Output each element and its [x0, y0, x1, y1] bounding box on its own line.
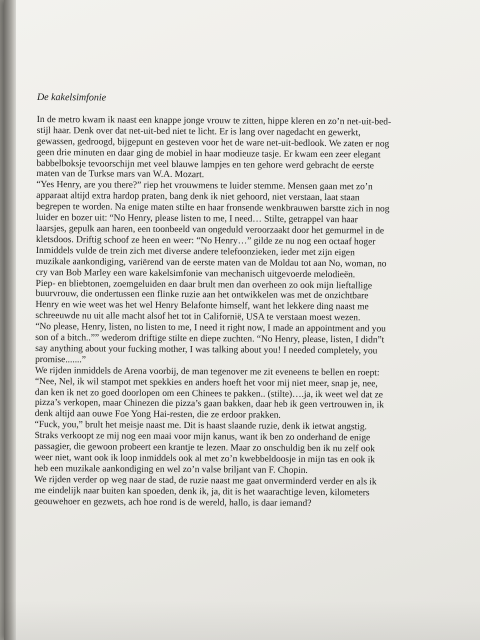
paragraph	[36, 115, 468, 183]
text-line: laarsjes, gepulk aan haren, een toonbeeld van ongeduld veroorzaakt door het gemurmel in de	[36, 223, 385, 237]
text-line: schreeuwde nu uit alle macht alsof het tot in Californië, USA te verstaan moest wezen.	[35, 311, 361, 324]
text-line: weer niet, want ook ik loop inmiddels ook al met zo’n kwebbeldoosje in mijn tas en ook ik	[34, 452, 376, 466]
text-line: cry van Bob Marley een ware kakelsimfonie van mechanisch uitgevoerde melodieën.	[35, 267, 356, 280]
text-line: begrepen te worden. Na enige maten stilte en haar fronsende wenkbrauwen barstte zich in nog	[36, 202, 390, 215]
text-line: luider en bozer uit: “No Henry, please listen to me, I need… Stilte, getrappel van haar	[36, 213, 358, 226]
text-line: dan ken ik net zo goed doorlopen om een Chinees te pakken.. (stilte)….ja, ik weet wel dat ze	[34, 387, 384, 400]
text-line: “Yes Henry, are you there?” riep het vrouwmens te luider stemme. Mensen gaan met zo’n	[36, 180, 373, 193]
text-line: In de metro kwam ik naast een knappe jonge vrouw te zitten, hippe kleren en zo’n net-uit-bed-	[36, 114, 392, 128]
text-line: me eindelijk naar buiten kan spoeden, denk ik, ja, dit is het waarachtige leven, kilometers	[34, 485, 370, 499]
paper-sheet	[4, 0, 480, 640]
text-line: Henry en wie weet was het wel Henry Belafonte himself, want het lekkere ding naast me	[35, 300, 369, 313]
document-body	[34, 93, 469, 511]
text-line: son of a bitch..”” wederom driftige stilte en diepe zuchten. “No Henry, please, listen, I didn”t	[35, 333, 385, 346]
text-line: say anything about your fucking mother, I was talking about you! I needed completely, you	[35, 343, 378, 357]
paragraph	[36, 180, 469, 281]
text-line: apparaat altijd extra hardop praten, bang denk ik niet gehoord, niet verstaan, laat staan	[36, 191, 360, 204]
paragraph	[35, 322, 467, 369]
text-line: passagier, die gewoon probeert een krantje te lezen. Maar zo onschuldig ben ik nu zelf ook	[34, 442, 375, 455]
text-line: geen drie minuten en daar ging de mobiel in haar modieuze tasje. Er kwam een zeer elegant	[36, 147, 381, 161]
document-title: De kakelsimfonie	[36, 92, 107, 104]
binder-edge	[4, 0, 16, 640]
paragraph	[34, 475, 466, 511]
text-line: promise.......”	[35, 354, 86, 366]
text-line: “No please, Henry, listen, no listen to me, I need it right now, I made an appointment and you	[35, 322, 386, 335]
text-line: stijl haar. Denk over dat net-uit-bed niet te licht. Er is lang over nagedacht en gewerkt,	[36, 125, 361, 139]
text-line: kletsdoos. Driftig schoof ze heen en weer: “No Henry…” gilde ze nu nog een octaaf hoger	[35, 234, 376, 248]
text-line: We rijden verder op weg naar de stad, de ruzie naast me gaat onverminderd verder en als ik	[34, 474, 377, 488]
paragraph	[35, 278, 467, 325]
text-line: “Nee, Nel, ik wil stampot met spekkies en anders hoeft het voor mij niet meer, snap je, nee,	[34, 376, 378, 390]
paragraph	[34, 420, 466, 478]
text-line: Inmiddels vulde de trein zich met diverse andere telefoonzieken, ieder met zijn eigen	[35, 245, 355, 259]
text-line: geouwehoer en gezwets, ach hoe rond is de wereld, hallo, is daar iemand?	[34, 496, 312, 509]
text-line: Straks verkoopt ze mij nog een maai voor mijn kanus, want ik ben zo onderhand de enige	[34, 431, 371, 444]
text-line: maten van de Turkse mars van W.A. Mozart.	[36, 169, 205, 181]
text-line: denk altijd aan ouwe Foe Yong Hai-resten, die ze erdoor prakken.	[34, 409, 281, 422]
text-line: Piep- en bliebtonen, zoemgeluiden en daar brult men dan overheen zo ook mijn lieftallige	[35, 278, 373, 291]
text-line: “Fuck, you,” brult het meisje naast me. Dit is haast slaande ruzie, denk ik ietwat angstig.	[34, 420, 367, 433]
text-line: heb een muzikale aankondiging en wel zo’n valse briljant van F. Chopin.	[34, 463, 308, 476]
text-line: babbelboksje tevoorschijn met veel blauwe lampjes en ten gehore werd gebracht de eerste	[36, 158, 374, 171]
text-line: buurvrouw, die ondertussen een flinke ruzie aan het ontwikkelen was met de onzichtbare	[35, 289, 369, 302]
text-line: We rijden inmiddels de Arena voorbij, de man tegenover me zit eveneens te bellen en roept:	[35, 365, 380, 379]
paragraph	[35, 366, 467, 424]
text-line: gewassen, gedroogd, bijgepunt en gesteven voor het de ware net-uit-bedlook. We zaten er nog	[36, 136, 390, 150]
text-line: muzikale aankondiging, variërend van de eerste maten van de Moldau tot aan No, woman, no	[35, 256, 387, 270]
text-line: pizza’s verkopen, maar Chinezen die pizza’s gaan bakken, daar heb ik geen vertrouwen in, ik	[34, 398, 384, 411]
paragraph-container	[34, 115, 469, 511]
